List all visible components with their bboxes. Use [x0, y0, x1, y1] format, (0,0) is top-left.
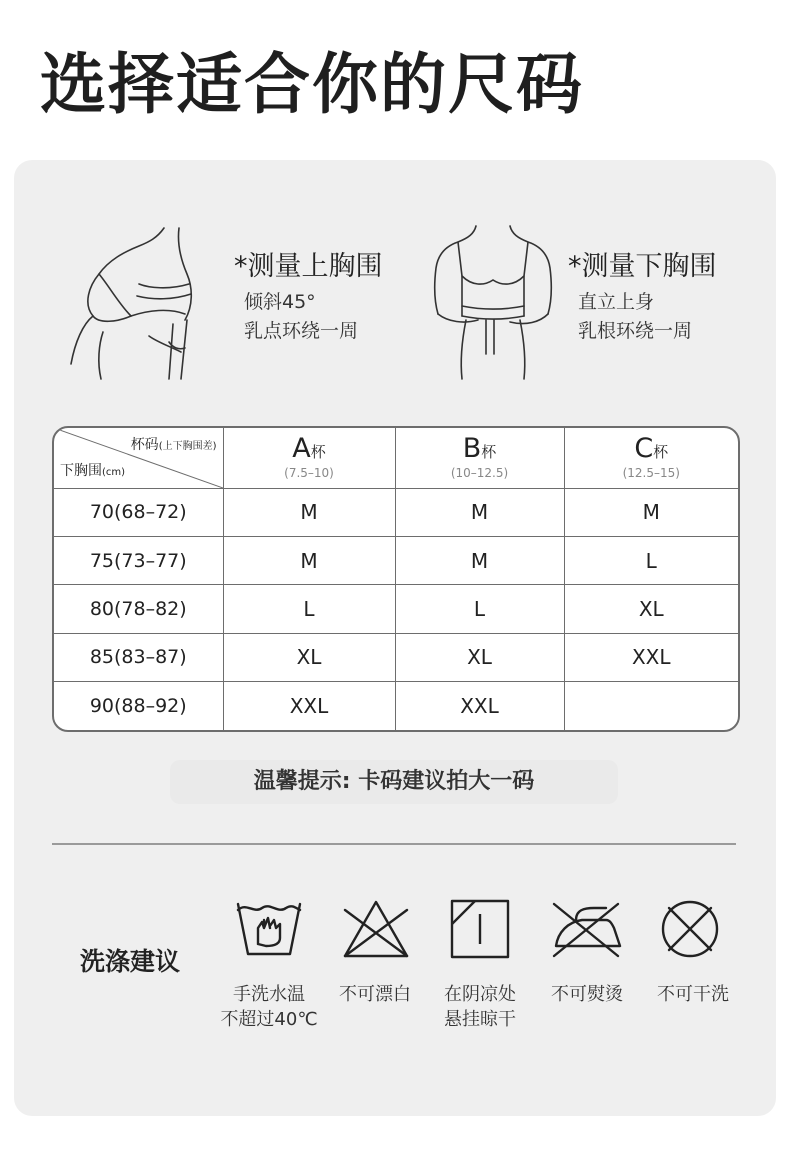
hand-wash-icon — [236, 898, 302, 958]
size-cell — [564, 682, 738, 730]
shade-dry-icon — [449, 898, 511, 960]
size-cell: M — [564, 488, 738, 536]
tip-banner: 温馨提示: 卡码建议拍大一码 — [170, 760, 618, 804]
cup-c-header: C杯 (12.5–15) — [564, 428, 738, 488]
section-divider — [52, 843, 736, 845]
size-cell: XL — [223, 633, 395, 681]
under-bust-title: *测量下胸围 — [568, 251, 717, 282]
size-cell: M — [223, 536, 395, 584]
size-cell: XL — [564, 585, 738, 633]
size-cell: L — [223, 585, 395, 633]
table-row — [54, 488, 738, 536]
size-cell: M — [395, 488, 564, 536]
table-header-row — [54, 428, 738, 488]
under-bust-step-1: 直立上身 — [578, 291, 655, 313]
no-dry-clean-icon — [659, 898, 721, 960]
page-title: 选择适合你的尺码 — [40, 46, 584, 123]
band-cell: 80(78–82) — [54, 585, 223, 633]
corner-cup-label: 杯码(上下胸围差) — [130, 437, 217, 453]
no-iron-icon — [550, 898, 622, 960]
size-cell: XL — [395, 633, 564, 681]
care-label-hand-wash: 手洗水温 不超过40℃ — [220, 984, 318, 1030]
care-label-no-dry-clean: 不可干洗 — [657, 984, 729, 1005]
table-row — [54, 585, 738, 633]
under-bust-step-2: 乳根环绕一周 — [578, 320, 693, 342]
band-cell: 90(88–92) — [54, 682, 223, 730]
no-bleach-icon — [341, 898, 411, 960]
size-cell: XXL — [395, 682, 564, 730]
table-row — [54, 682, 738, 730]
band-cell: 85(83–87) — [54, 633, 223, 681]
care-label-no-iron: 不可熨烫 — [551, 984, 623, 1005]
band-cell: 70(68–72) — [54, 488, 223, 536]
care-label-shade-dry: 在阴凉处 悬挂晾干 — [444, 984, 516, 1030]
size-cell: XXL — [564, 633, 738, 681]
care-label-no-bleach: 不可漂白 — [339, 984, 411, 1005]
size-cell: L — [395, 585, 564, 633]
upper-bust-step-2: 乳点环绕一周 — [244, 320, 359, 342]
table-corner-cell — [54, 428, 223, 488]
table-row — [54, 536, 738, 584]
size-cell: M — [395, 536, 564, 584]
upper-bust-step-1: 倾斜45° — [244, 291, 316, 313]
size-guide-panel — [14, 160, 776, 1116]
upper-bust-figure — [69, 224, 204, 380]
cup-a-header: A杯 (7.5–10) — [223, 428, 395, 488]
size-table — [52, 426, 740, 732]
corner-band-label: 下胸围(cm) — [60, 462, 126, 479]
table-row — [54, 633, 738, 681]
band-cell: 75(73–77) — [54, 536, 223, 584]
upper-bust-title: *测量上胸围 — [234, 251, 383, 282]
under-bust-figure — [428, 224, 558, 380]
size-cell: L — [564, 536, 738, 584]
size-cell: XXL — [223, 682, 395, 730]
cup-b-header: B杯 (10–12.5) — [395, 428, 564, 488]
care-title: 洗涤建议 — [80, 947, 181, 976]
size-cell: M — [223, 488, 395, 536]
